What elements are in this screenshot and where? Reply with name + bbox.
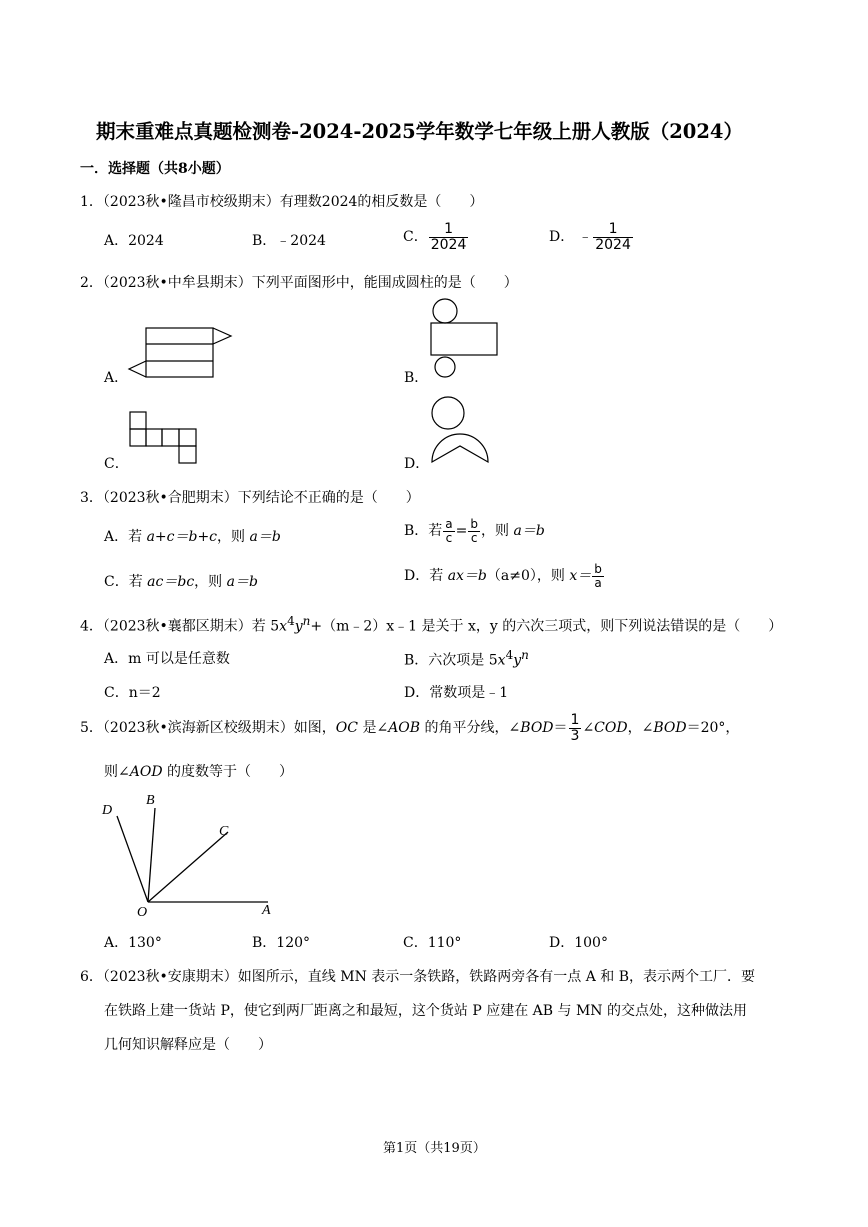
fraction-numerator: 1 bbox=[429, 222, 469, 238]
equals-sign: ＝ bbox=[553, 720, 568, 737]
variable: y bbox=[513, 652, 522, 669]
question-4-option-c: C．n＝2 bbox=[104, 685, 161, 701]
question-1-option-c bbox=[403, 222, 469, 252]
fraction-denominator: 2024 bbox=[595, 236, 631, 253]
question-4-stem bbox=[80, 614, 782, 636]
angle-name: COD bbox=[594, 720, 628, 737]
question-3-option-d bbox=[404, 563, 605, 589]
fraction-denominator: 2024 bbox=[430, 236, 467, 253]
question-4-option-d: D．常数项是﹣1 bbox=[404, 685, 509, 701]
angle-name: AOB bbox=[388, 720, 421, 737]
option-c-fraction bbox=[429, 222, 469, 252]
text: 是∠ bbox=[358, 720, 389, 737]
question-2-option-c: C． bbox=[104, 456, 129, 472]
question-5-angle-figure bbox=[100, 790, 280, 920]
text: ＝20°， bbox=[686, 720, 740, 737]
fraction-numerator: 1 bbox=[593, 222, 633, 238]
variable: x bbox=[279, 618, 288, 635]
text: 5．（2023秋•滨海新区校级期末）如图， bbox=[80, 720, 336, 737]
exponent: n bbox=[521, 648, 529, 662]
angle-name: BOD bbox=[653, 720, 687, 737]
variable: x＝ bbox=[569, 568, 592, 585]
fraction-denominator: c bbox=[470, 530, 478, 545]
question-2-figure-b bbox=[428, 298, 500, 382]
text: B．六次项是 5 bbox=[404, 652, 498, 669]
question-2-option-d: D． bbox=[404, 456, 430, 472]
expression: ax＝b bbox=[447, 568, 487, 585]
question-5-stem-line2 bbox=[104, 761, 293, 781]
question-4-option-b bbox=[404, 648, 529, 670]
fraction-a-over-c bbox=[443, 518, 454, 544]
question-2-figure-a bbox=[126, 324, 236, 382]
question-2-figure-d bbox=[428, 396, 492, 468]
text: ，∠ bbox=[627, 720, 654, 737]
exponent: 4 bbox=[287, 614, 295, 628]
question-5-option-c: C．110° bbox=[403, 935, 462, 951]
question-5-option-d: D．100° bbox=[549, 935, 608, 951]
question-2-stem: 2．（2023秋•中牟县期末）下列平面图形中，能围成圆柱的是（ ） bbox=[80, 275, 518, 291]
text: ，则 bbox=[536, 568, 570, 585]
question-5-stem-line1 bbox=[80, 713, 739, 743]
result: a＝b bbox=[226, 574, 258, 590]
page-title: 期末重难点真题检测卷-2024-2025学年数学七年级上册人教版（2024） bbox=[96, 120, 744, 143]
fraction-denominator: c bbox=[445, 530, 453, 545]
label-o: O bbox=[137, 905, 148, 920]
label-d: D bbox=[102, 803, 113, 818]
question-2-option-b: B． bbox=[404, 370, 429, 386]
equals-sign: = bbox=[455, 523, 468, 540]
question-5-option-a: A．130° bbox=[104, 935, 162, 951]
question-5-option-b: B．120° bbox=[252, 935, 311, 951]
fraction-numerator: b bbox=[470, 517, 479, 531]
question-1-option-d bbox=[549, 222, 634, 252]
variable: y bbox=[294, 618, 303, 635]
question-6-stem-line3: 几何知识解释应是（ ） bbox=[104, 1037, 272, 1053]
expression: ac＝bc bbox=[147, 574, 195, 590]
condition: （a≠0） bbox=[486, 568, 537, 585]
fraction-denominator: 3 bbox=[570, 727, 580, 744]
text: C．若 bbox=[104, 574, 148, 590]
label-c: C bbox=[219, 824, 229, 839]
section-header: 一．选择题（共8小题） bbox=[80, 161, 230, 177]
angle-name: AOD bbox=[129, 764, 163, 780]
page-footer: 第1页（共19页） bbox=[383, 1141, 486, 1156]
exponent: 4 bbox=[505, 648, 514, 662]
ray-name: OC bbox=[335, 720, 358, 737]
label-b: B bbox=[146, 793, 155, 808]
question-3-stem: 3．（2023秋•合肥期末）下列结论不正确的是（ ） bbox=[80, 490, 420, 506]
angle-symbol: ∠ bbox=[582, 720, 595, 737]
question-1-option-b: B．﹣2024 bbox=[252, 233, 326, 249]
option-c-label: C． bbox=[403, 229, 428, 246]
fraction-b-over-a bbox=[592, 563, 604, 589]
result: a＝b bbox=[249, 529, 281, 545]
question-3-option-c bbox=[104, 571, 258, 591]
text: 的度数等于（ ） bbox=[162, 764, 293, 780]
text: 4．（2023秋•襄都区期末）若 5 bbox=[80, 618, 280, 635]
option-d-label: D． bbox=[549, 229, 575, 246]
question-6-stem-line2: 在铁路上建一货站 P，使它到两厂距离之和最短，这个货站 P 应建在 AB 与 MN 的交点处，这种做法用 bbox=[104, 1003, 747, 1019]
fraction-numerator: b bbox=[594, 562, 602, 576]
question-6-stem-line1: 6．（2023秋•安康期末）如图所示，直线 MN 表示一条铁路，铁路两旁各有一点 A 和 B，表示两个工厂．要 bbox=[80, 969, 756, 985]
text: 则∠ bbox=[104, 764, 130, 780]
angle-name: BOD bbox=[520, 720, 554, 737]
option-d-fraction bbox=[593, 222, 633, 252]
label-a: A bbox=[262, 903, 271, 918]
fraction-b-over-c bbox=[468, 518, 480, 544]
fraction-denominator: a bbox=[594, 575, 602, 590]
fraction-numerator: 1 bbox=[570, 712, 580, 728]
question-3-option-a bbox=[104, 526, 281, 546]
text: D．若 bbox=[404, 568, 448, 585]
question-3-option-b bbox=[404, 518, 545, 544]
question-2-figure-c bbox=[128, 410, 200, 466]
text: +（m﹣2）x﹣1 是关于 x，y 的六次三项式，则下列说法错误的是（ ） bbox=[310, 618, 783, 635]
fraction-numerator: a bbox=[445, 517, 453, 531]
question-2-option-a: A． bbox=[104, 370, 129, 386]
fraction-one-third bbox=[569, 713, 582, 743]
text: ，则 bbox=[481, 523, 514, 540]
expression: a+c＝b+c bbox=[146, 529, 218, 545]
question-1-option-a: A．2024 bbox=[104, 233, 164, 249]
option-d-sign: ﹣ bbox=[578, 229, 593, 246]
text: A．若 bbox=[104, 529, 147, 545]
text: 的角平分线，∠ bbox=[420, 720, 521, 737]
exponent: n bbox=[302, 614, 311, 628]
question-1-stem: 1．（2023秋•隆昌市校级期末）有理数2024的相反数是（ ） bbox=[80, 194, 484, 210]
text: ，则 bbox=[194, 574, 227, 590]
variable: x bbox=[497, 652, 506, 669]
text: ，则 bbox=[217, 529, 250, 545]
question-4-option-a: A．m 可以是任意数 bbox=[104, 651, 230, 667]
result: a＝b bbox=[513, 523, 545, 540]
text: B．若 bbox=[404, 523, 443, 540]
